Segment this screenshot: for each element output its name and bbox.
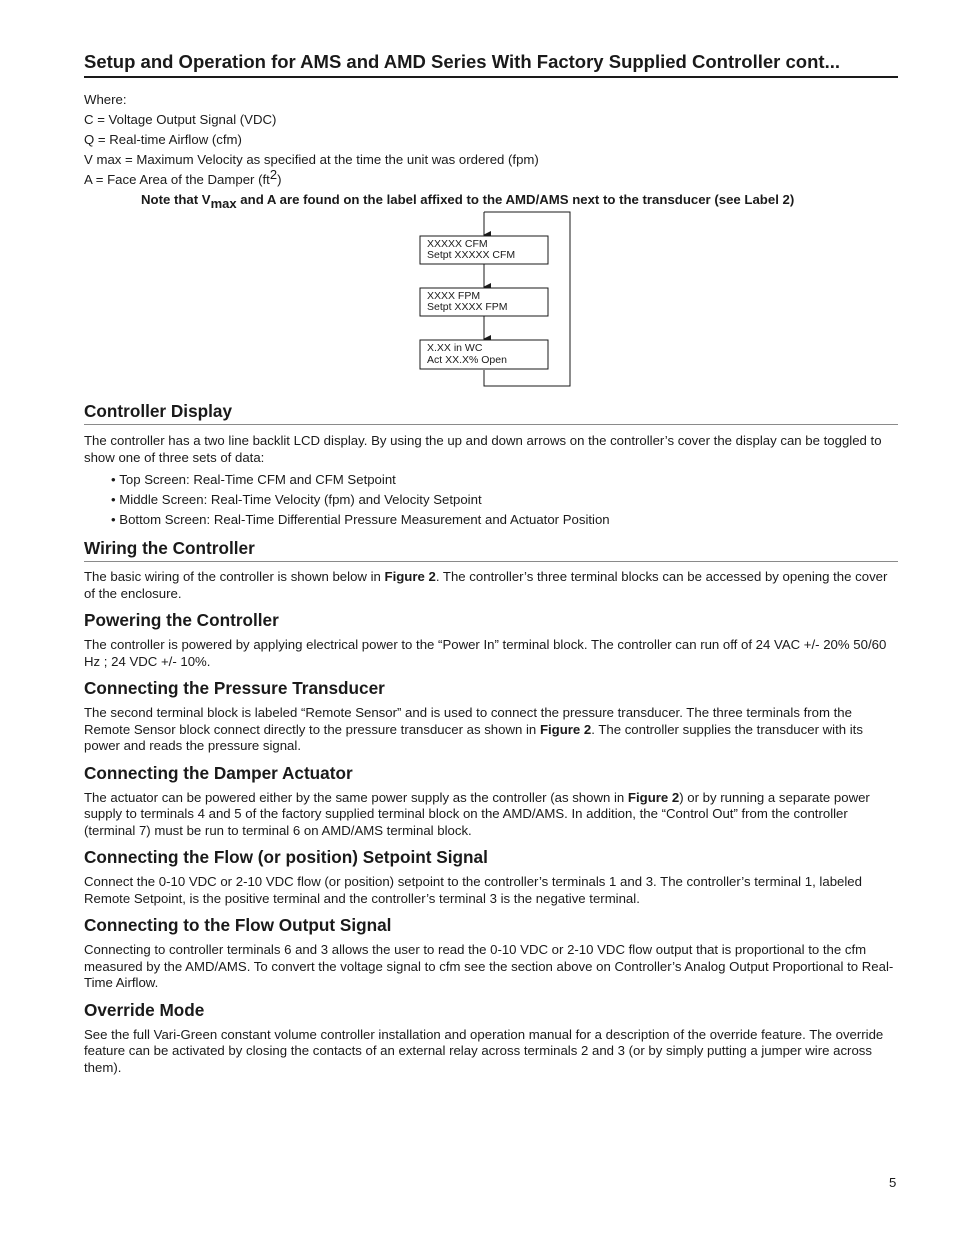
page-title: Setup and Operation for AMS and AMD Series With Factory Supplied Controller cont... bbox=[84, 50, 898, 78]
section-body: Connecting to controller terminals 6 and 3 allows the user to read the 0-10 VDC or 2-10 VDC flow output that is proportional to the cfm measured by the AMD/AMS. To convert the voltage signal to cfm see the section above on Controller’s Analog Output Proportional to Real-Time Airflow. bbox=[84, 942, 894, 990]
note-suffix: and A are found on the label affixed to the AMD/AMS next to the transducer (see Label 2) bbox=[236, 192, 795, 207]
section-heading: Connecting the Flow (or position) Setpoint Signal bbox=[84, 847, 488, 867]
section-body bbox=[84, 790, 898, 840]
definition-line bbox=[84, 167, 898, 190]
section-heading: Connecting the Damper Actuator bbox=[84, 762, 353, 783]
section-heading: Controller Display bbox=[84, 400, 898, 425]
section-override-mode bbox=[84, 999, 898, 1077]
lcd-diagram-svg bbox=[84, 210, 898, 400]
section-body bbox=[84, 705, 898, 755]
section-damper-actuator bbox=[84, 762, 898, 840]
page-content bbox=[84, 50, 898, 1076]
section-body bbox=[84, 569, 898, 602]
bottom-screen-line1: X.XX in WC bbox=[427, 342, 483, 354]
top-screen-line2: Setpt XXXXX CFM bbox=[427, 249, 516, 261]
top-screen-line1: XXXXX CFM bbox=[427, 238, 488, 250]
section-controller-display bbox=[84, 400, 898, 530]
figure-reference: Figure 2 bbox=[539, 721, 592, 737]
section-wiring bbox=[84, 537, 898, 602]
bottom-screen-line2: Act XX.X% Open bbox=[427, 354, 507, 366]
section-body: Connect the 0-10 VDC or 2-10 VDC flow (or position) setpoint to the controller’s terminals 1 and 3. The controller’s terminal 1, labeled Remote Setpoint, is the positive terminal and the controller’s terminal 3 is the negative terminal. bbox=[84, 874, 862, 906]
body-text: The actuator can be powered either by the same power supply as the controller (as shown in bbox=[84, 789, 628, 805]
section-heading: Wiring the Controller bbox=[84, 537, 898, 562]
section-body: The controller is powered by applying electrical power to the “Power In” terminal block. The controller can run off of 24 VAC +/- 20% 50/60 Hz ; 24 VDC +/- 10%. bbox=[84, 637, 887, 669]
section-powering bbox=[84, 609, 898, 670]
body-text: . The controller supplies the transducer with its power and reads the pressure signal. bbox=[84, 721, 863, 753]
body-text: The basic wiring of the controller is shown below in bbox=[84, 569, 385, 584]
definition-line: C = Voltage Output Signal (VDC) bbox=[84, 112, 277, 127]
area-definition: A = Face Area of the Damper (ft bbox=[84, 172, 270, 187]
section-heading: Connecting to the Flow Output Signal bbox=[84, 915, 392, 935]
list-item: • Bottom Screen: Real-Time Differential Pressure Measurement and Actuator Position bbox=[111, 510, 898, 530]
definition-line: V max = Maximum Velocity as specified at the time the unit was ordered (fpm) bbox=[84, 152, 539, 167]
section-pressure-transducer bbox=[84, 677, 898, 755]
area-suffix: ) bbox=[277, 172, 282, 187]
note-prefix: Note that V bbox=[141, 192, 211, 207]
vmax-note bbox=[141, 190, 898, 210]
section-heading: Powering the Controller bbox=[84, 610, 279, 630]
body-text: The second terminal block is labeled “Remote Sensor” and is used to connect the pressure transducer. The three terminals from the Remote Sensor block connect directly to the pressure transducer as shown in bbox=[84, 705, 852, 737]
formula-definitions bbox=[84, 90, 898, 210]
figure-reference: Figure 2 bbox=[384, 569, 436, 584]
section-setpoint-signal bbox=[84, 846, 898, 907]
page-number: 5 bbox=[889, 1175, 897, 1190]
section-heading: Override Mode bbox=[84, 999, 205, 1020]
figure-reference: Figure 2 bbox=[627, 789, 680, 805]
lcd-screen-cycle-diagram bbox=[84, 210, 898, 400]
section-heading: Connecting the Pressure Transducer bbox=[84, 678, 385, 698]
note-subscript: max bbox=[210, 196, 237, 211]
section-body: See the full Vari-Green constant volume controller installation and operation manual for a description of the override feature. The override feature can be activated by closing the contacts of an external relay across terminals 2 and 3 (or by simply putting a jumper wire across them). bbox=[84, 1026, 884, 1075]
body-text: ) or by running a separate power supply to terminals 4 and 5 of the factory supplied terminal block on the AMD/AMS. In addition, the “Control Out” from the controller (terminal 7) must be run to terminal 6 on AMD/AMS terminal block. bbox=[84, 789, 870, 838]
middle-screen-line2: Setpt XXXX FPM bbox=[427, 301, 508, 313]
area-exponent: 2 bbox=[269, 167, 278, 182]
section-flow-output bbox=[84, 914, 898, 992]
where-label: Where: bbox=[84, 92, 127, 107]
screen-list bbox=[111, 470, 898, 530]
section-body: The controller has a two line backlit LCD display. By using the up and down arrows on the controller’s cover the display can be toggled to show one of three sets of data: bbox=[84, 433, 882, 465]
body-text: . The controller’s three terminal blocks can be accessed by opening the cover of the enclosure. bbox=[84, 569, 888, 601]
list-item: • Top Screen: Real-Time CFM and CFM Setpoint bbox=[111, 470, 898, 490]
middle-screen-line1: XXXX FPM bbox=[427, 290, 481, 302]
definition-line: Q = Real-time Airflow (cfm) bbox=[84, 132, 242, 147]
list-item: • Middle Screen: Real-Time Velocity (fpm) and Velocity Setpoint bbox=[111, 490, 898, 510]
